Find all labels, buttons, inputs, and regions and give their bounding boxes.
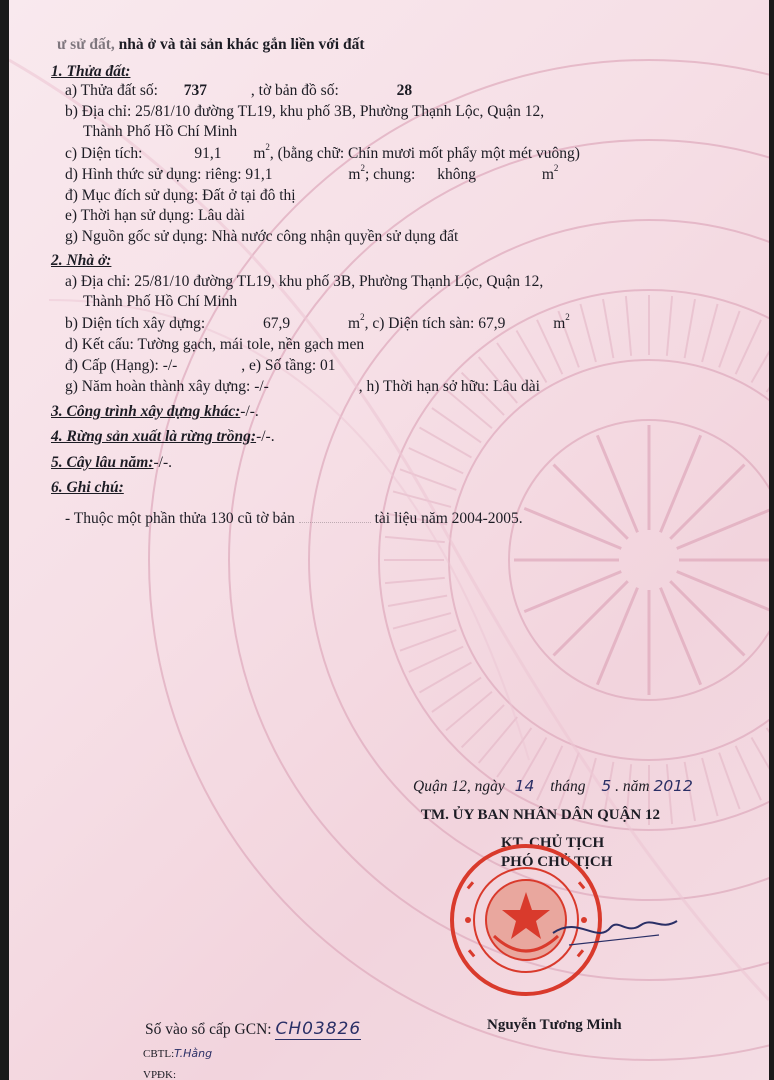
- lot-line: [65, 82, 412, 100]
- date-line: [413, 777, 693, 796]
- signer-role-1: KT. CHỦ TỊCH: [501, 835, 605, 851]
- date-month: 5: [601, 777, 612, 795]
- house-address-label: a) Địa chỉ:: [65, 273, 131, 290]
- handwritten-signature: [549, 905, 689, 955]
- purpose-label: đ) Mục đích sử dụng:: [65, 187, 199, 204]
- gcn-label: Số vào sổ cấp GCN:: [145, 1021, 272, 1038]
- grade-label: đ) Cấp (Hạng):: [65, 357, 159, 374]
- perennial-line: [51, 454, 172, 472]
- floors-label: , e) Số tầng:: [241, 357, 317, 374]
- floors-value: 01: [320, 357, 336, 374]
- built-area-line: b) Diện tích xây dựng: 67,9 $m^2$, c) Diện tích sàn: 67,9 $m^2$: [65, 312, 570, 332]
- header-line: [57, 36, 365, 54]
- vpdk-line: [143, 1066, 176, 1080]
- date-month-label: tháng: [550, 778, 586, 795]
- own-term-label: , h) Thời hạn sở hữu:: [358, 378, 490, 395]
- signer-role-2: PHÓ CHỦ TỊCH: [501, 854, 613, 870]
- structure-label: d) Kết cấu:: [65, 336, 134, 353]
- use-private-value: 91,1: [245, 166, 273, 183]
- house-address-line: [65, 273, 543, 291]
- lot-number: 737: [183, 82, 208, 99]
- purpose-line: [65, 187, 296, 205]
- signer-name: Nguyễn Tương Minh: [487, 1017, 622, 1033]
- notes-illegible-fragment: [299, 522, 371, 523]
- year-value: -/-: [254, 378, 269, 395]
- term-line: [65, 207, 245, 225]
- forest-value: -/-.: [256, 428, 275, 445]
- year-label: g) Năm hoàn thành xây dựng:: [65, 378, 251, 395]
- cbtl-value: T.Hằng: [174, 1047, 213, 1060]
- lot-label: a) Thửa đất số:: [65, 82, 158, 99]
- land-address-label: b) Địa chỉ:: [65, 103, 132, 120]
- grade-value: -/-: [162, 357, 178, 374]
- other-works-title: 3. Công trình xây dựng khác:: [51, 403, 241, 420]
- header-title: nhà ở và tài sản khác gắn liền với đất: [118, 36, 365, 53]
- house-address: 25/81/10 đường TL19, khu phố 3B, Phường Thạnh Lộc, Quận 12,: [134, 273, 544, 290]
- land-address: 25/81/10 đường TL19, khu phố 3B, Phường Thạnh Lộc, Quận 12,: [135, 103, 545, 120]
- built-area-value: 67,9: [263, 315, 291, 332]
- structure-value: Tường gạch, mái tole, nền gạch men: [137, 336, 365, 353]
- term-label: e) Thời hạn sử dụng:: [65, 207, 195, 224]
- section-land-title: 1. Thửa đất:: [51, 63, 131, 80]
- own-term-value: Lâu dài: [493, 378, 540, 395]
- cbtl-label: CBTL:: [143, 1048, 175, 1060]
- land-address-2: Thành Phố Hồ Chí Minh: [83, 123, 238, 140]
- perennial-title: 5. Cây lâu năm:: [51, 454, 154, 471]
- other-works-value: -/-.: [240, 403, 259, 420]
- floor-area-label: , c) Diện tích sàn:: [364, 315, 475, 332]
- forest-title: 4. Rừng sản xuất là rừng trồng:: [51, 428, 257, 445]
- use-shared-label: ; chung:: [364, 166, 416, 183]
- area-label: c) Diện tích:: [65, 145, 143, 162]
- notes-text: - Thuộc một phần thửa 130 cũ tờ bản: [65, 510, 295, 527]
- notes-text-2: tài liệu năm 2004-2005.: [374, 510, 523, 527]
- grade-line: [65, 357, 336, 375]
- land-address-line: [65, 103, 544, 121]
- gcn-line: [145, 1020, 361, 1039]
- floor-area-value: 67,9: [478, 315, 506, 332]
- use-form-label: d) Hình thức sử dụng: riêng:: [65, 166, 242, 183]
- forest-line: [51, 428, 275, 446]
- vpdk-label: VPĐK:: [143, 1069, 177, 1080]
- built-area-label: b) Diện tích xây dựng:: [65, 315, 206, 332]
- notes-line: [65, 510, 523, 528]
- origin-value: Nhà nước công nhận quyền sử dụng đất: [211, 228, 459, 245]
- use-shared-value: không: [437, 166, 476, 183]
- origin-label: g) Nguồn gốc sử dụng:: [65, 228, 208, 245]
- area-words: , (bằng chữ: Chín mươi mốt phẩy một mét vuông): [269, 145, 580, 162]
- area-line: c) Diện tích: 91,1 $m^2$, (bằng chữ: Chín mươi mốt phẩy một mét vuông): [65, 142, 580, 162]
- signer-org: TM. ỦY BAN NHÂN DÂN QUẬN 12: [421, 807, 661, 823]
- map-label: , tờ bản đồ số:: [250, 82, 339, 99]
- certificate-page: [9, 0, 769, 1080]
- structure-line: [65, 336, 364, 354]
- date-place: Quận 12, ngày: [413, 778, 505, 795]
- date-year-label: . năm: [615, 778, 650, 795]
- purpose-value: Đất ở tại đô thị: [202, 187, 296, 204]
- origin-line: [65, 228, 458, 246]
- gcn-number: CH03826: [275, 1019, 362, 1039]
- area-unit: m: [253, 145, 266, 162]
- map-number: 28: [396, 82, 413, 99]
- notes-title: 6. Ghi chú:: [51, 479, 124, 496]
- area-value: 91,1: [194, 145, 222, 162]
- house-address-2: Thành Phố Hồ Chí Minh: [83, 293, 238, 310]
- term-value: Lâu dài: [197, 207, 245, 224]
- section-house-title: 2. Nhà ở:: [51, 252, 112, 269]
- other-works-line: [51, 403, 259, 421]
- perennial-value: -/-.: [153, 454, 172, 471]
- cbtl-line: [143, 1045, 212, 1063]
- header-partial: ư sử đất,: [57, 36, 115, 53]
- date-year: 2012: [653, 777, 693, 795]
- use-form-line: d) Hình thức sử dụng: riêng: 91,1 $m^2$; chung: không $m^2$: [65, 163, 559, 183]
- date-day: 14: [514, 777, 535, 795]
- year-line: [65, 378, 540, 396]
